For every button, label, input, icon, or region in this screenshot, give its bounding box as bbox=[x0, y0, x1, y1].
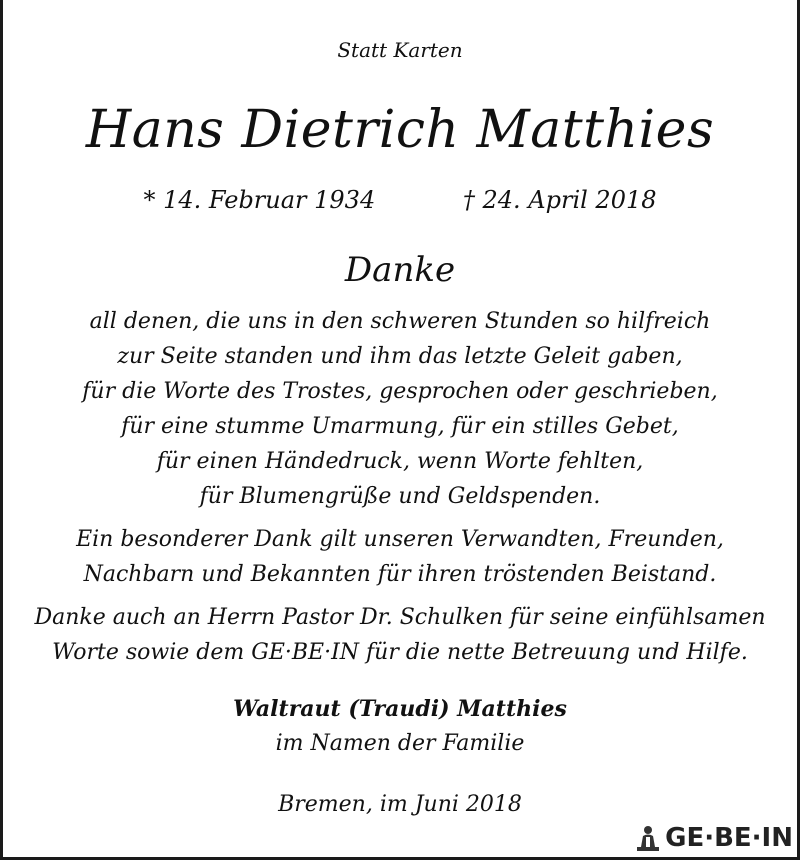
signature-name: Waltraut (Traudi) Matthies bbox=[233, 696, 567, 722]
thanks-paragraph bbox=[3, 304, 797, 514]
thanks-heading: Danke bbox=[344, 250, 456, 290]
signature-on-behalf: im Namen der Familie bbox=[275, 731, 525, 756]
gebein-logo-text: GE·BE·IN bbox=[665, 823, 793, 853]
special-thanks-line: Ein besonderer Dank gilt unseren Verwandten, Freunden, bbox=[76, 527, 724, 552]
pastor-thanks-line: Worte sowie dem GE·BE·IN für die nette Betreuung und Hilfe. bbox=[52, 640, 748, 665]
thanks-line: für Blumengrüße und Geldspenden. bbox=[199, 484, 601, 509]
birth-date: * 14. Februar 1934 bbox=[143, 186, 376, 214]
pastor-thanks-line: Danke auch an Herrn Pastor Dr. Schulken für seine einfühlsamen bbox=[34, 605, 766, 630]
statt-karten-label: Statt Karten bbox=[337, 38, 463, 62]
memorial-figure-icon bbox=[637, 825, 659, 851]
thanks-line: für die Worte des Trostes, gesprochen oder geschrieben, bbox=[82, 379, 718, 404]
thanks-line: all denen, die uns in den schweren Stunden so hilfreich bbox=[89, 309, 711, 334]
place-date: Bremen, im Juni 2018 bbox=[278, 792, 522, 817]
thanks-line: für einen Händedruck, wenn Worte fehlten, bbox=[156, 449, 644, 474]
special-thanks-line: Nachbarn und Bekannten für ihren tröstenden Beistand. bbox=[83, 562, 717, 587]
special-thanks-paragraph bbox=[3, 522, 797, 592]
thanks-line: zur Seite standen und ihm das letzte Geleit gaben, bbox=[117, 344, 683, 369]
pastor-thanks-paragraph bbox=[3, 600, 797, 670]
death-date: † 24. April 2018 bbox=[462, 186, 657, 214]
thanks-line: für eine stumme Umarmung, für ein stilles Gebet, bbox=[121, 414, 679, 439]
life-dates bbox=[3, 186, 797, 214]
deceased-name: Hans Dietrich Matthies bbox=[85, 100, 715, 160]
gebein-logo bbox=[637, 823, 793, 853]
